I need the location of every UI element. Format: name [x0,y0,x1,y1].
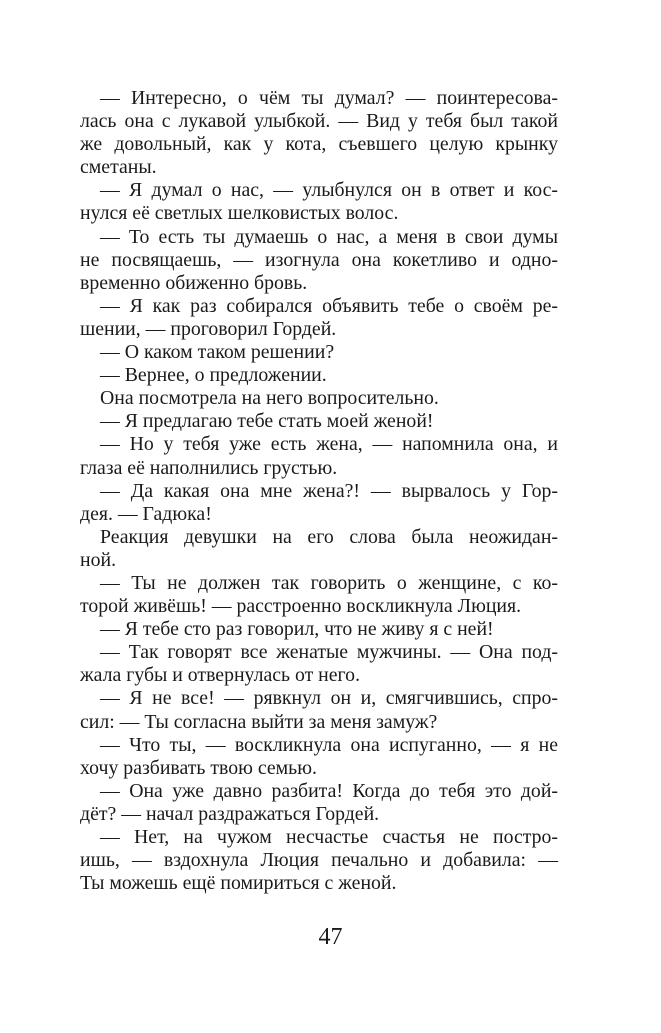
text-line: же довольный, как у кота, съевшего целую крынку [80,133,558,156]
body-text [80,87,558,895]
text-line: — Так говорят все женатые мужчины. — Она под- [100,641,558,664]
text-line: — Я как раз собирался объявить тебе о своём ре- [100,294,558,317]
text-line: — Интересно, о чём ты думал? — поинтересова- [100,87,558,109]
text-line: — Я тебе сто раз говорил, что не живу я с ней! [100,618,494,641]
text-line: — Я думал о нас, — улыбнулся он в ответ и кос- [100,179,558,202]
text-line: жала губы и отвернулась от него. [80,664,361,687]
text-line: хочу разбивать твою семью. [80,756,317,779]
text-line: — Но у тебя уже есть жена, — напомнила она, и [100,433,558,456]
text-line: ной. [80,548,117,571]
text-line: — Нет, на чужом несчастье счастья не постро- [100,826,558,848]
text-line: дёт? — начал раздражаться Гордей. [80,802,380,825]
text-line: — Ты не должен так говорить о женщине, с ко- [100,571,558,594]
text-line: нулся её светлых шелковистых волос. [80,202,399,225]
text-line: — Да какая она мне жена?! — вырвалось у Гор- [100,479,558,502]
text-line: — Что ты, — воскликнула она испуганно, — я не [100,733,558,756]
text-line: — О каком таком решении? [100,341,335,364]
text-line: временно обиженно бровь. [80,271,308,294]
text-line: сметаны. [80,156,157,179]
text-line: Ты можешь ещё помириться с женой. [80,872,397,895]
page-number: 47 [318,924,343,950]
text-line: дея. — Гадюка! [80,502,212,525]
text-line: глаза её наполнились грустью. [80,456,338,479]
text-line: Реакция девушки на его слова была неожидан- [100,525,558,548]
text-line: лась она с лукавой улыбкой. — Вид у тебя был такой [80,110,558,133]
text-line: — Я не все! — рявкнул он и, смягчившись, спро- [100,687,558,710]
text-line: — Она уже давно разбита! Когда до тебя это дой- [100,779,558,802]
text-line: торой живёшь! — расстроенно воскликнула Люция. [80,595,522,618]
text-line: не посвящаешь, — изогнула она кокетливо и одно- [80,248,558,271]
text-line: сил: — Ты согласна выйти за меня замуж? [80,710,438,733]
text-line: шении, — проговорил Гордей. [80,317,337,340]
text-line: Она посмотрела на него вопросительно. [100,387,439,410]
text-line: — Я предлагаю тебе стать моей женой! [100,410,434,433]
text-line: — Вернее, о предложении. [100,364,327,387]
text-line: ишь, — вздохнула Люция печально и добавила: — [80,849,558,872]
text-line: — То есть ты думаешь о нас, а меня в свои думы [100,225,558,248]
